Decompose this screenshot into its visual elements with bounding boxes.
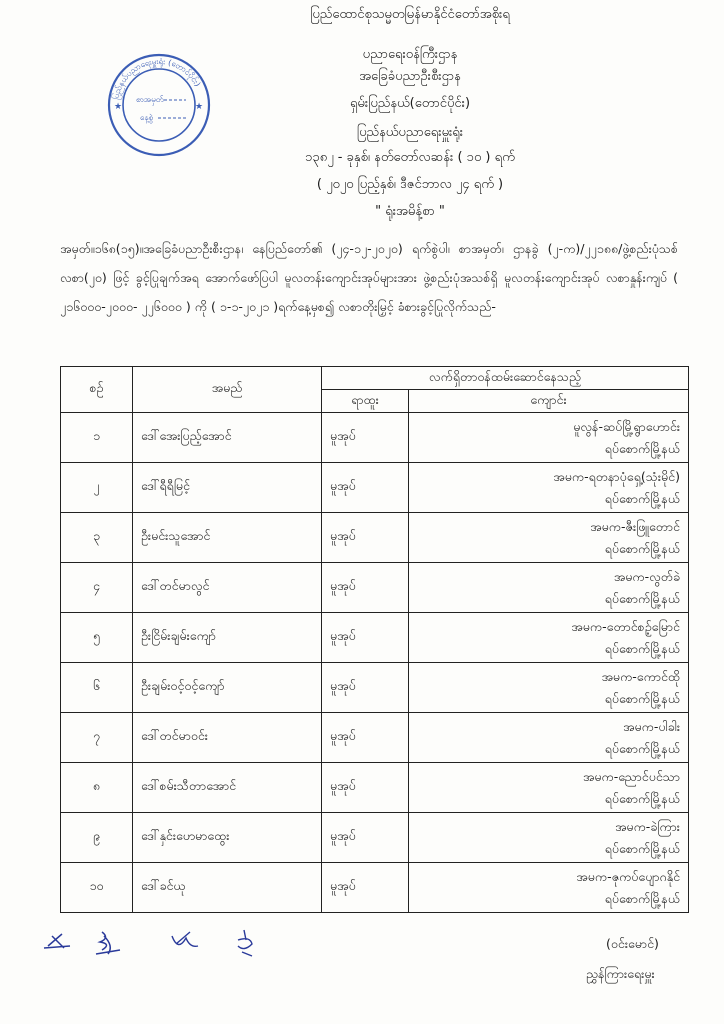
- seal-ring-text: ပြည်နယ်ပညာရေးမှူးရုံး (တောင်ပိုင်း): [111, 56, 203, 101]
- row-school-name: အမက-ပါခါး: [622, 718, 680, 734]
- row-name: ဒေါ်ခင်ယု: [133, 863, 322, 913]
- row-school: [409, 513, 689, 563]
- row-school: [409, 763, 689, 813]
- row-school-name: မူလွန်-ဆပ်မြို့ရွာဟောင်း: [573, 418, 680, 434]
- row-rank: မူအုပ်: [322, 713, 409, 763]
- row-no: ၁၀: [61, 863, 133, 913]
- row-school: [409, 563, 689, 613]
- header-line-department: အခြေခံပညာဦးစီးဌာန: [359, 69, 461, 84]
- office-seal-stamp: [106, 52, 212, 158]
- seal-star-right: ★: [195, 102, 204, 112]
- table-row: [61, 613, 689, 663]
- row-school-name: အမက-ခဲကြား: [614, 818, 680, 834]
- row-township: ရပ်စောက်မြို့နယ်: [604, 490, 680, 506]
- row-rank: မူအုပ်: [322, 613, 409, 663]
- row-school-name: အမက-ကောင်ထို: [601, 668, 680, 684]
- table-row: [61, 563, 689, 613]
- row-rank: မူအုပ်: [322, 563, 409, 613]
- header-line-myanmar-date: ၁၃၈၂ - ခုနှစ်၊ နတ်တော်လဆန်း ( ၁၀ ) ရက်: [305, 150, 515, 165]
- signatory-title: ညွှန်ကြားရေးမှူး: [586, 966, 655, 981]
- row-township: ရပ်စောက်မြို့နယ်: [604, 840, 680, 856]
- row-no: ၄: [61, 563, 133, 613]
- row-school-name: အမက-ရတနာပုံရှေ့(သုံးမိုင်): [553, 468, 680, 484]
- row-no: ၉: [61, 813, 133, 863]
- row-rank: မူအုပ်: [322, 763, 409, 813]
- row-school-name: အမက-တောင်စဉ့်မြောင်: [571, 618, 680, 634]
- row-no: ၇: [61, 713, 133, 763]
- row-rank: မူအုပ်: [322, 813, 409, 863]
- row-no: ၃: [61, 513, 133, 563]
- witness-signatures: [40, 924, 300, 960]
- header-school: ကျောင်း: [409, 390, 689, 413]
- row-township: ရပ်စောက်မြို့နယ်: [604, 590, 680, 606]
- row-school: [409, 613, 689, 663]
- table-row: [61, 663, 689, 713]
- row-no: ၈: [61, 763, 133, 813]
- header-current-post: လက်ရှိတာဝန်ထမ်းဆောင်နေသည့်: [322, 367, 689, 390]
- row-name: ဒေါ်နှင်းဟေမာထွေး: [133, 813, 322, 863]
- row-school-name: အမက-လွတ်ခဲ: [613, 568, 680, 584]
- table-row: [61, 863, 689, 913]
- header-line-order-title: " ရုံးအမိန့်စာ ": [375, 204, 445, 219]
- header-no: စဉ်: [61, 367, 133, 413]
- header-line-gregorian-date: ( ၂၀၂၀ ပြည့်နှစ်၊ ဒီဇင်ဘာလ ၂၄ ရက် ): [316, 177, 504, 192]
- row-school: [409, 813, 689, 863]
- row-township: ရပ်စောက်မြို့နယ်: [604, 740, 680, 756]
- row-township: ရပ်စောက်မြို့နယ်: [604, 690, 680, 706]
- seal-ref-label: စာအမှတ်: [136, 95, 164, 104]
- row-name: ဦးမင်းသူအောင်: [133, 513, 322, 563]
- table-row: [61, 813, 689, 863]
- row-rank: မူအုပ်: [322, 513, 409, 563]
- row-rank: မူအုပ်: [322, 863, 409, 913]
- row-no: ၆: [61, 663, 133, 713]
- row-name: ဒေါ်တင်မာဝင်း: [133, 713, 322, 763]
- row-township: ရပ်စောက်မြို့နယ်: [604, 440, 680, 456]
- row-township: ရပ်စောက်မြို့နယ်: [604, 790, 680, 806]
- signatory-name: (ဝင်းမောင်): [606, 936, 659, 951]
- row-no: ၁: [61, 413, 133, 463]
- row-name: ဒေါ်စမ်းသီတာအောင်: [133, 763, 322, 813]
- table-row: [61, 463, 689, 513]
- row-rank: မူအုပ်: [322, 463, 409, 513]
- row-township: ရပ်စောက်မြို့နယ်: [604, 540, 680, 556]
- row-school-name: အမက-ဇုကပ်ပျောဂနိုင်: [576, 868, 680, 884]
- table-header-row: [61, 367, 689, 390]
- row-school: [409, 713, 689, 763]
- header-line-region: ရှမ်းပြည်နယ်(တောင်ပိုင်း): [349, 96, 471, 111]
- table-row: [61, 713, 689, 763]
- table-row: [61, 763, 689, 813]
- row-school: [409, 863, 689, 913]
- row-school: [409, 463, 689, 513]
- row-no: ၂: [61, 463, 133, 513]
- row-school-name: အမက-ဇီးဖြူတောင်: [590, 518, 680, 534]
- row-name: ဒေါ်အေးပြည့်အောင်: [133, 413, 322, 463]
- row-school: [409, 413, 689, 463]
- row-name: ဦးငြိမ်းချမ်းကျော်: [133, 613, 322, 663]
- header-rank: ရာထူး: [322, 390, 409, 413]
- row-name: ဒေါ်ရီရီမြင့်: [133, 463, 322, 513]
- row-rank: မူအုပ်: [322, 413, 409, 463]
- header-line-office: ပြည်နယ်ပညာရေးမှူးရုံး: [356, 125, 464, 140]
- table-row: [61, 513, 689, 563]
- row-township: ရပ်စောက်မြို့နယ်: [604, 640, 680, 656]
- header-name: အမည်: [133, 367, 322, 413]
- row-school-name: အမက-ညောင်ပင်သာ: [582, 768, 680, 784]
- seal-date-label: နေ့စွဲ: [140, 113, 153, 122]
- order-body-text: အမှတ်။၁၆၈(၁၅)။အခြေခံပညာဦးစီးဌာန၊ နေပြည်တော်၏ (၂၄-၁၂-၂၀၂၀) ရက်စွဲပါ၊ စာအမှတ်၊ ဌာနခွဲ (၂-က)/၂၂၁၈၈/ဖွဲ့စည်းပုံသစ်လစာ(၂၀) ဖြင့် ခွင့်ပြုချက်အရ အောက်ဖော်ပြပါ မူလတန်းကျောင်းအုပ်များအား ဖွဲ့စည်းပုံအသစ်ရှိ မူလတန်းကျောင်းအုပ် လစာနှုန်းကျပ် ( ၂၁၆၀၀၀-၂၀၀၀- ၂၂၆၀၀၀ ) ကို ( ၁-၁-၂၀၂၁ )ရက်နေ့မှစ၍ လစာတိုးမြှင့် ခံစားခွင့်ပြုလိုက်သည်-: [60, 241, 678, 314]
- row-township: ရပ်စောက်မြို့နယ်: [604, 890, 680, 906]
- row-rank: မူအုပ်: [322, 663, 409, 713]
- header-line-ministry: ပညာရေးဝန်ကြီးဌာန: [362, 47, 458, 62]
- header-line-government: ပြည်ထောင်စုသမ္မတမြန်မာနိုင်ငံတော်အစိုးရ: [310, 7, 510, 22]
- row-name: ဒေါ်တင်မာလွင်: [133, 563, 322, 613]
- seal-star-left: ★: [114, 102, 123, 112]
- row-no: ၅: [61, 613, 133, 663]
- teacher-roster-table: [60, 366, 689, 913]
- row-school: [409, 663, 689, 713]
- row-name: ဦးချမ်းဝင့်ဝင့်ကျော်: [133, 663, 322, 713]
- table-row: [61, 413, 689, 463]
